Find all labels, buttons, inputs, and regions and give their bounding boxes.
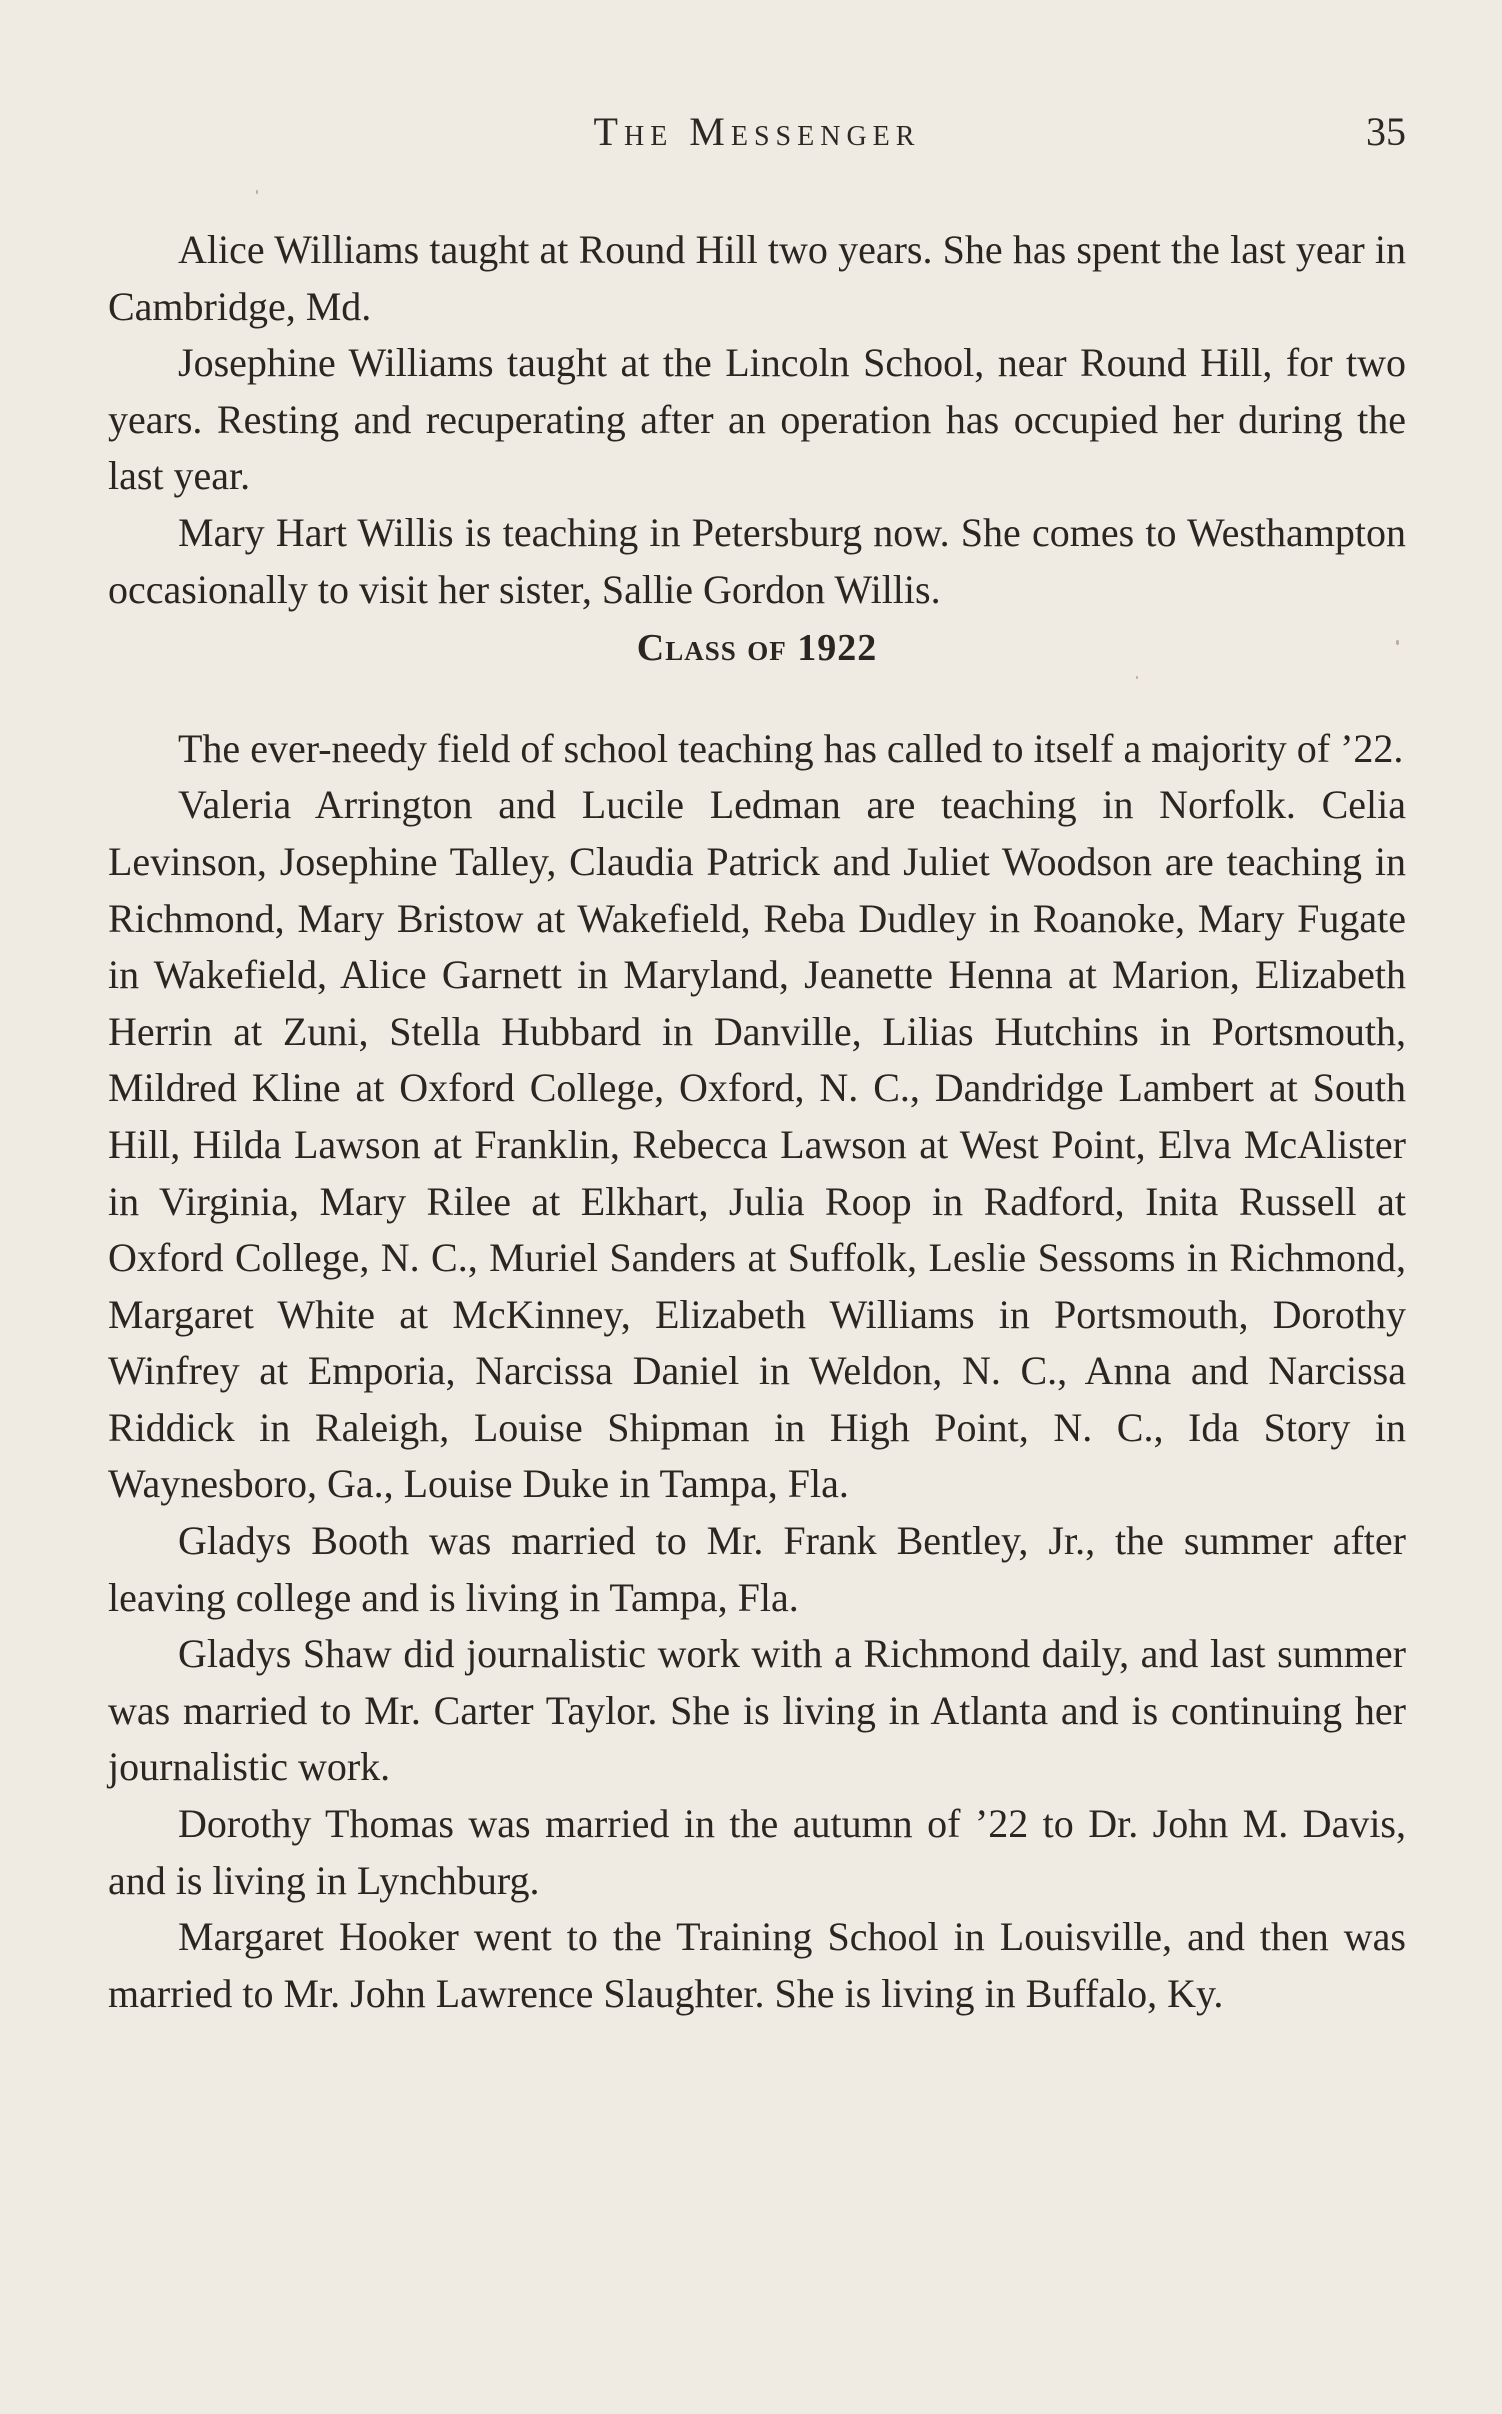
paragraph-school-teaching: The ever-needy field of school teaching has called to itself a majority of ’22. [178,725,1404,771]
paragraph-alice-williams: Alice Williams taught at Round Hill two years. She has spent the last year in Cambridge, Md. [108,227,1406,329]
paragraph-mary-hart-willis: Mary Hart Willis is teaching in Petersburg now. She comes to Westhampton occasionally to visit her sister, Sallie Gordon Willis. [108,509,1406,612]
body-text [108,222,1406,2022]
paragraph-margaret-hooker: Margaret Hooker went to the Training School in Louisville, and then was married to Mr. John Lawrence Slaughter. She is living in Buffalo, Ky. [108,1914,1406,2016]
paragraph-dorothy-thomas: Dorothy Thomas was married in the autumn of ’22 to Dr. John M. Davis, and is living in Lynchburg. [108,1801,1406,1903]
paper-speck [256,190,258,194]
paragraph-gladys-shaw: Gladys Shaw did journalistic work with a Richmond daily, and last summer was married to Mr. Carter Taylor. She is living in Atlanta and is continuing her journalistic work. [108,1631,1406,1790]
paragraph-teacher-list: Valeria Arrington and Lucile Ledman are teaching in Norfolk. Celia Levinson, Josephine Talley, Claudia Patrick and Juliet Woodson are teaching in Richmond, Mary Bristow at Wakefield, Reba Dudley in Roanoke, Mary Fugate in Wakefield, Alice Garnett in Maryland, Jeanette Henna at Marion, Elizabeth Herrin at Zuni, Stella Hubbard in Danville, Lilias Hutchins in Portsmouth, Mildred Kline at Oxford College, Oxford, N. C., Dandridge Lambert at South Hill, Hilda Lawson at Franklin, Rebecca Lawson at West Point, Elva McAlister in Virginia, Mary Rilee at Elkhart, Julia Roop in Radford, Inita Russell at Oxford College, N. C., Muriel Sanders at Suffolk, Leslie Sessoms in Richmond, Margaret White at McKinney, Elizabeth Williams in Portsmouth, Dorothy Winfrey at Emporia, Narcissa Daniel in Weldon, N. C., Anna and Narcissa Riddick in Raleigh, Louise Shipman in High Point, N. C., Ida Story in Waynesboro, Ga., Louise Duke in Tampa, Fla. [108,782,1406,1507]
running-head [108,108,1406,168]
page-number: 35 [1366,109,1406,154]
section-heading: Class of 1922 [636,627,878,670]
paragraph-gladys-booth: Gladys Booth was married to Mr. Frank Bentley, Jr., the summer after leaving college and is living in Tampa, Fla. [108,1518,1406,1620]
paragraph-josephine-williams: Josephine Williams taught at the Lincoln School, near Round Hill, for two years. Resting and recuperating after an operation has occupied her during the last year. [108,340,1406,499]
running-title: The Messenger [593,109,921,154]
paper-speck [1396,640,1399,645]
paper-speck [1136,676,1138,679]
